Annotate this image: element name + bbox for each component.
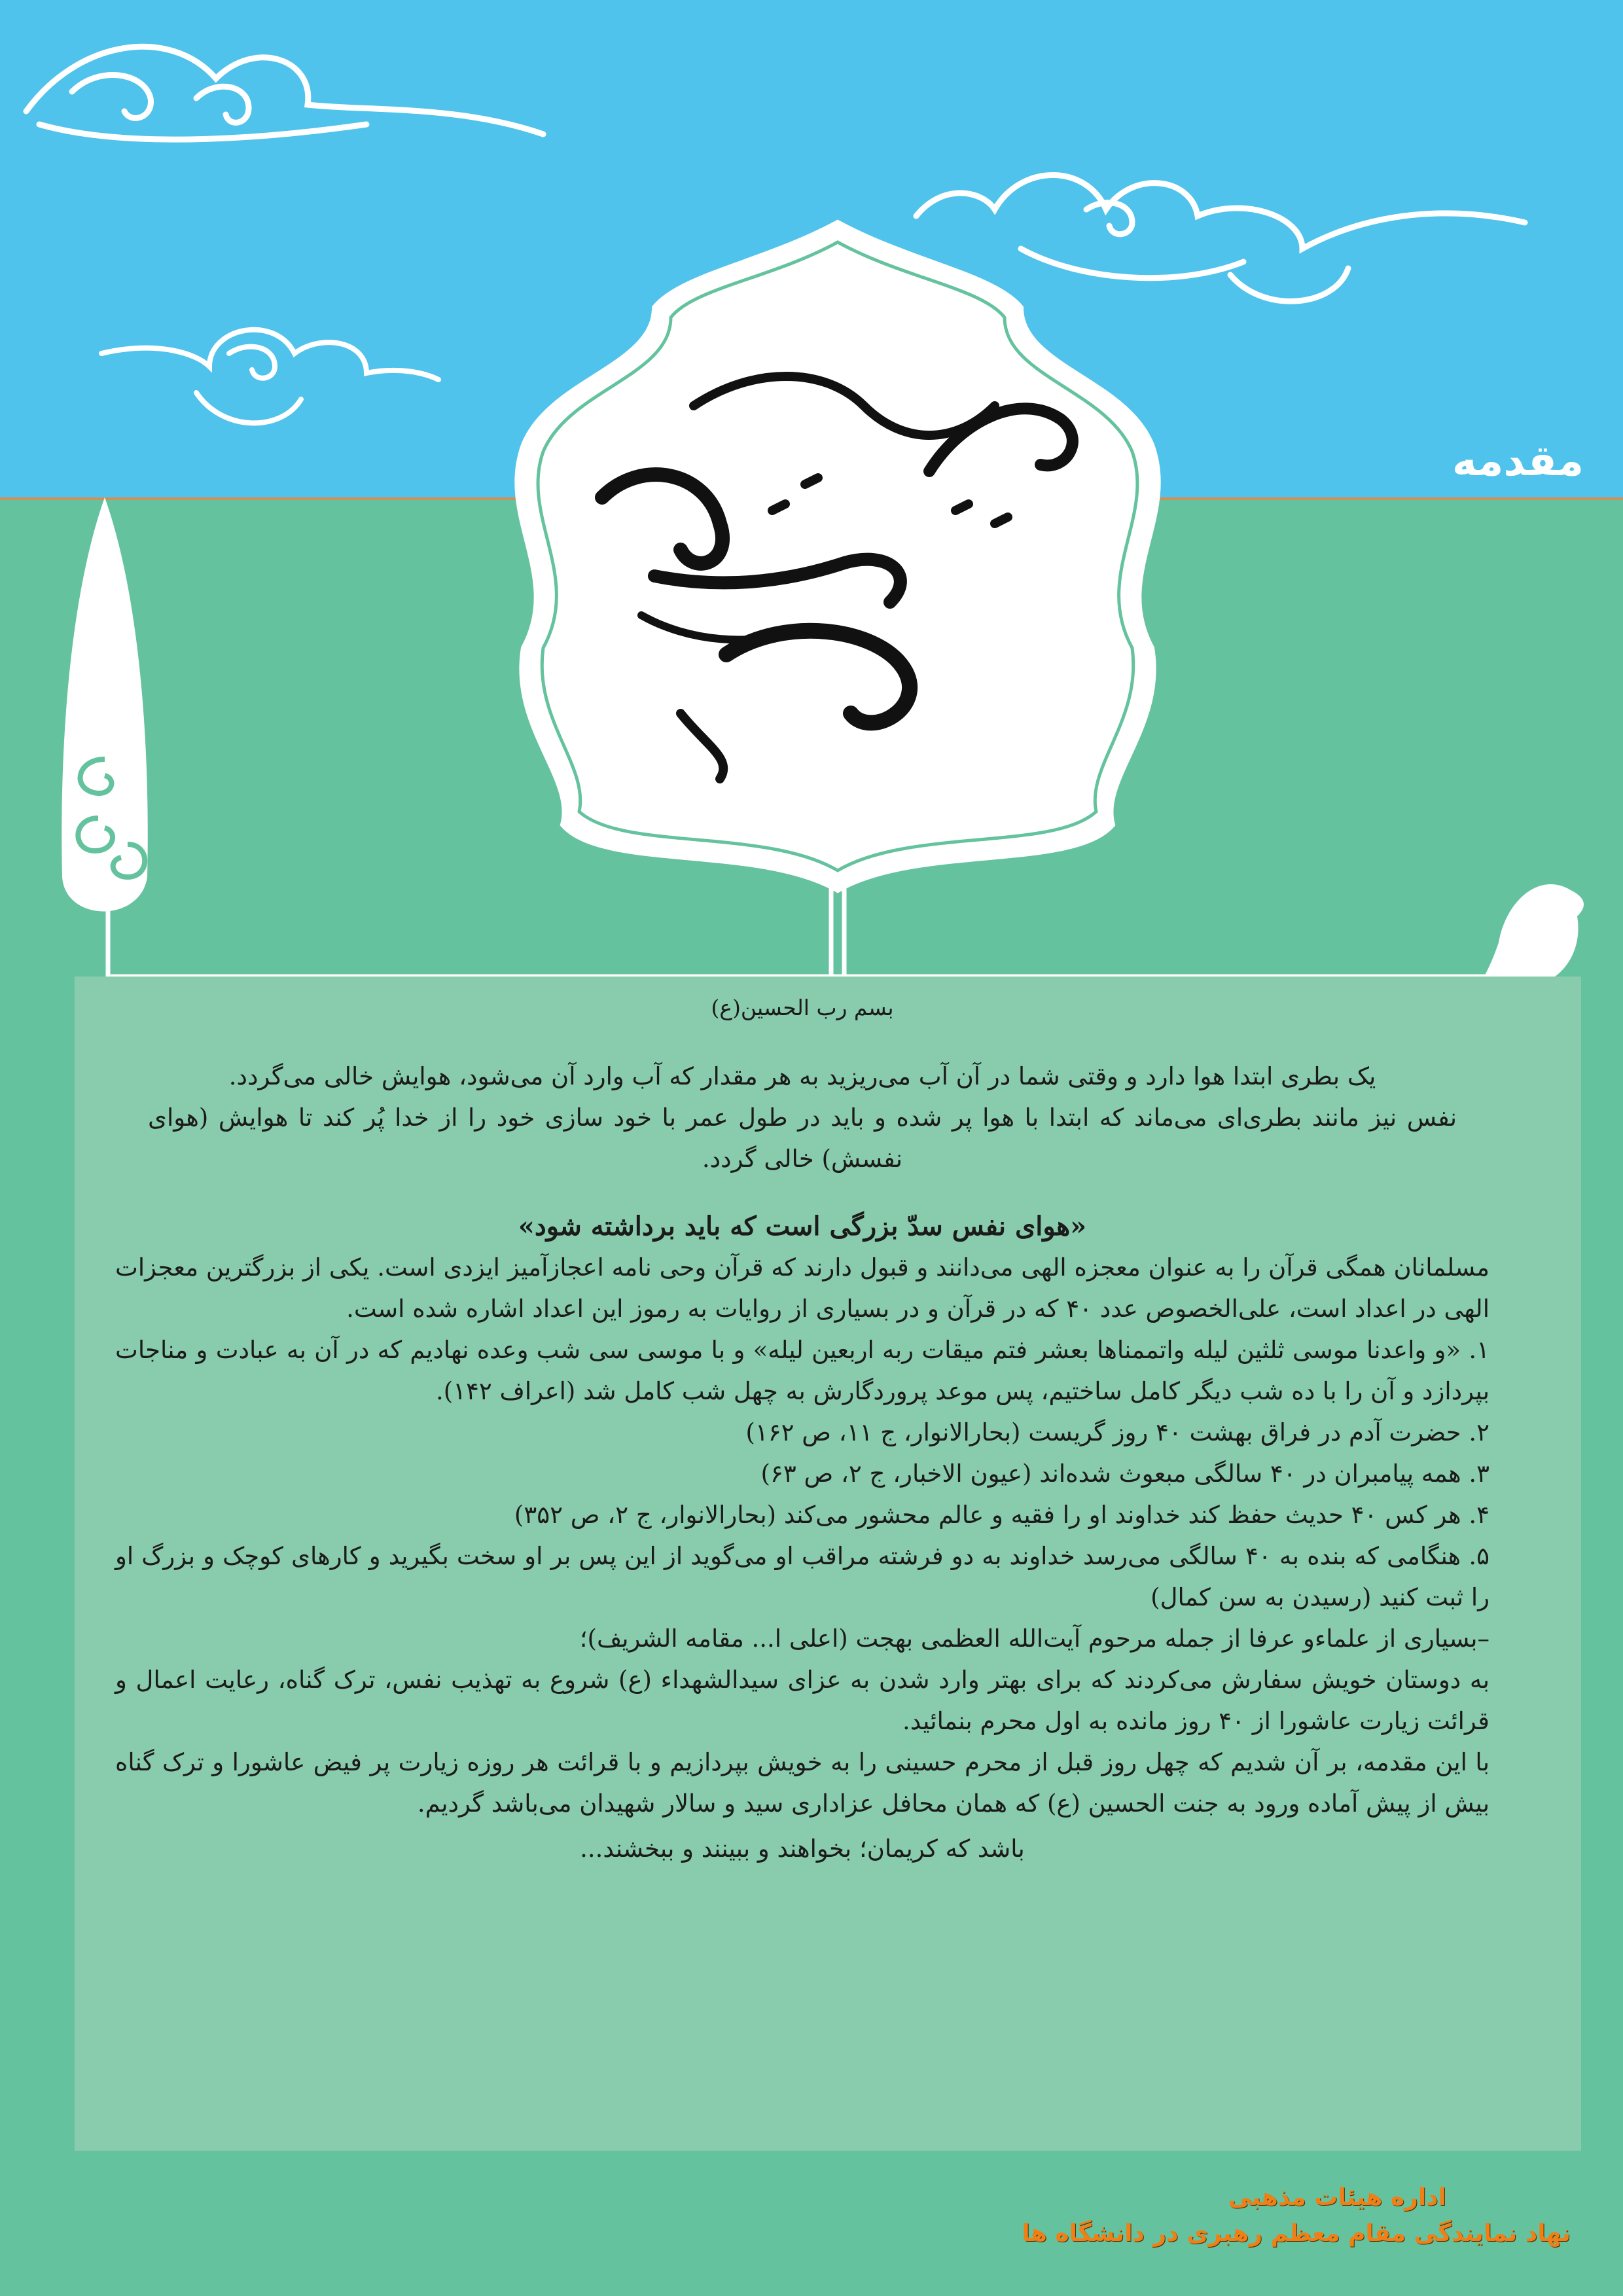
basmala: بسم رب الحسین(ع) <box>711 995 894 1020</box>
intro-paragraph: یک بطری ابتدا هوا دارد و وقتی شما در آن آب می‌ریزید به هر مقدار که آب وارد آن می‌شود، هوایش خالی می‌گردد. <box>228 1062 1376 1090</box>
cloud-right-icon <box>916 175 1525 302</box>
footer <box>1022 2179 1571 2251</box>
list-item: ۱. «و واعدنا موسی ثلثین لیله واتممناها بعشر فتم میقات ربه اربعین لیله» و با موسی سی شب وعده نهادیم که در آن به عبادت و مناجات بپردازد و آن را با ده شب دیگر کامل ساختیم، پس موعد پروردگارش به چهل شب کامل شد (اعراف ۱۴۲). <box>115 1336 1489 1405</box>
quote-heading: «هوای نفس سدّ بزرگی است که باید برداشته شود» <box>518 1211 1087 1242</box>
list-item: ۵. هنگامی که بنده به ۴۰ سالگی می‌رسد خداوند به دو فرشته مراقب او می‌گوید از این پس بر او سخت بگیرید و کارهای کوچک و بزرگ او را ثبت کنید (رسیدن به سن کمال) <box>115 1542 1489 1611</box>
cloud-top-left-icon <box>26 46 543 139</box>
article-body <box>115 987 1489 1869</box>
body-paragraph: به دوستان خویش سفارش می‌کردند که برای بهتر وارد شدن به عزای سیدالشهداء (ع) شروع به تهذیب نفس، ترک گناه، رعایت اعمال و قرائت زیارت عاشورا از ۴۰ روز مانده به اول محرم بنمائید. <box>115 1666 1489 1735</box>
closing-line: باشد که کریمان؛ بخواهند و ببینند و ببخشند... <box>580 1835 1025 1863</box>
intro-paragraph: نفس نیز مانند بطری‌ای می‌ماند که ابتدا با هوا پر شده و باید در طول عمر با خود سازی خود را از خدا پُر کند تا هوایش (هوای نفسش) خالی گردد. <box>148 1103 1457 1173</box>
medallion-frame <box>517 223 1158 890</box>
section-heading: مقدمه <box>1452 437 1584 486</box>
footer-organization: اداره هیئات مذهبی <box>1228 2184 1446 2211</box>
cloud-left-icon <box>101 330 438 423</box>
intro-block <box>115 1056 1489 1179</box>
footer-institution: نهاد نمایندگی مقام معظم رهبری در دانشگاه ها <box>1022 2220 1571 2247</box>
list-item: ۴. هر کس ۴۰ حدیث حفظ کند خداوند او را فقیه و عالم محشور می‌کند (بحارالانوار، ج ۲، ص ۳۵۲) <box>514 1501 1489 1529</box>
body-paragraph: –بسیاری از علماءو عرفا از جمله مرحوم آیت‌الله العظمی بهجت (اعلی ا... مقامه الشریف)؛ <box>579 1624 1489 1653</box>
cypress-tree-icon <box>62 497 147 912</box>
list-item: ۳. همه پیامبران در ۴۰ سالگی مبعوث شده‌اند (عیون الاخبار، ج ۲، ص ۶۳) <box>760 1460 1489 1488</box>
body-paragraph: با این مقدمه، بر آن شدیم که چهل روز قبل از محرم حسینی را به خویش بپردازیم و با قرائت هر روزه زیارت پر فیض عاشورا و ترک گناه بیش از پیش آماده ورود به جنت الحسین (ع) که همان محافل عزاداری سید و سالار شهیدان می‌باشد گردیم. <box>115 1748 1489 1818</box>
decorative-illustration <box>0 0 1623 1060</box>
body-paragraph: مسلمانان همگی قرآن را به عنوان معجزه الهی می‌دانند و قبول دارند که قرآن وحی نامه اعجازآمیز ایزدی است. یکی از بزرگترین معجزات الهی در اعداد است، علی‌الخصوص عدد ۴۰ که در قرآن و در بسیاری از روایات به رموز این اعداد اشاره شده است. <box>115 1253 1489 1323</box>
list-item: ۲. حضرت آدم در فراق بهشت ۴۰ روز گریست (بحارالانوار، ج ۱۱، ص ۱۶۲) <box>745 1418 1489 1446</box>
frame-lines <box>108 877 1505 977</box>
